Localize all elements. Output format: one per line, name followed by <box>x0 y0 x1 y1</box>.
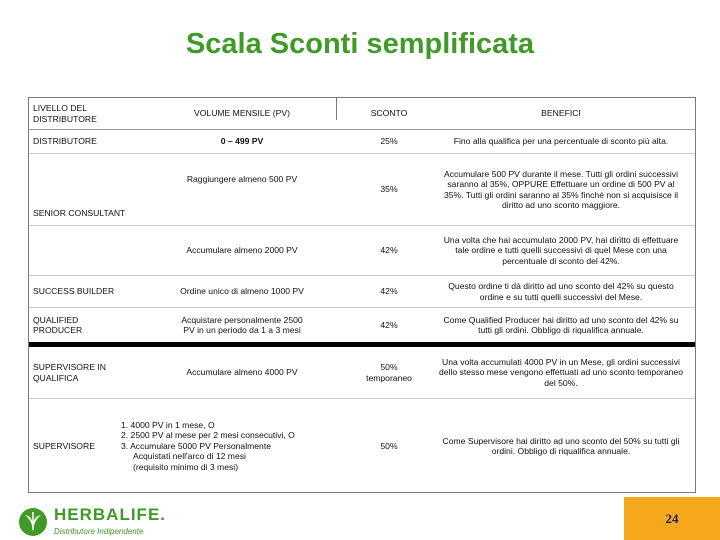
benefici-cell: Come Supervisore hai diritto ad uno sconto del 50% su tutti gli ordini. Obbligo di riqualifica annuale. <box>442 435 680 456</box>
volume-cell: Acquistare personalmente 2500 PV in un periodo da 1 a 3 mesi <box>181 314 303 335</box>
volume-cell: Accumulare almeno 2000 PV <box>186 245 298 256</box>
level-cell: DISTRIBUTORE <box>33 136 97 147</box>
volume-cell: 0 – 499 PV <box>220 136 264 147</box>
volume-cell: Ordine unico di almeno 1000 PV <box>180 286 304 297</box>
level-cell: QUALIFIED PRODUCER <box>33 314 83 335</box>
table-row <box>29 276 695 308</box>
volume-line: (requisito minimo di 3 mesi) <box>133 461 239 472</box>
volume-cell <box>121 399 321 493</box>
benefici-cell: Fino alla qualifica per una percentuale di sconto più alta. <box>453 136 669 147</box>
header-volume: VOLUME MENSILE (PV) <box>194 108 290 119</box>
page-number-box <box>624 497 720 540</box>
table-row <box>29 226 695 276</box>
herbalife-logo <box>18 505 188 537</box>
sconto-cell: 42% <box>380 286 398 297</box>
page-number: 24 <box>665 510 679 526</box>
sconto-cell: 50% <box>380 440 398 451</box>
volume-list <box>121 420 295 472</box>
level-cell: SUPERVISORE IN QUALIFICA <box>33 362 106 383</box>
benefici-cell: Una volta accumulati 4000 PV in un Mese, gli ordini successivi dello stesso mese vengono effettuati ad uno sconto temporaneo del 50%. <box>439 356 683 388</box>
table-row <box>29 308 695 342</box>
table-row <box>29 130 695 154</box>
sconto-cell: 42% <box>380 245 398 256</box>
table-row <box>29 347 695 399</box>
brand-name: HERBALIFE. <box>54 505 166 524</box>
sconto-cell: 35% <box>380 184 398 195</box>
volume-line: 1. 4000 PV in 1 mese, O <box>121 419 215 430</box>
level-cell: SUCCESS BUILDER <box>33 286 115 297</box>
volume-cell: Accumulare almeno 4000 PV <box>186 367 298 378</box>
benefici-cell: Questo ordine ti dà diritto ad uno sconto del 42% su questo ordine e su tutti quelli successivi del Mese. <box>448 281 674 302</box>
header-level: LIVELLO DEL DISTRIBUTORE <box>33 103 97 124</box>
header-divider <box>336 98 337 120</box>
volume-cell: Raggiungere almeno 500 PV <box>186 173 298 184</box>
level-cell-senior: SENIOR CONSULTANT <box>33 208 126 218</box>
sconto-cell: 25% <box>380 136 398 147</box>
volume-line: 2. 2500 PV al mese per 2 mesi consecutivi, O <box>121 430 295 441</box>
header-benefici: BENEFICI <box>541 108 581 119</box>
volume-line: 3. Accumulare 5000 PV Personalmente <box>121 440 272 451</box>
table-row <box>29 399 695 493</box>
sconto-cell: 50% temporaneo <box>366 362 412 383</box>
benefici-cell: Come Qualified Producer hai diritto ad uno sconto del 42% su tutti gli ordini. Obbligo di riqualifica annuale. <box>443 314 679 335</box>
footer <box>0 497 720 540</box>
discount-table <box>28 97 696 493</box>
header-sconto: SCONTO <box>370 108 408 119</box>
benefici-cell: Accumulare 500 PV durante il mese. Tutti gli ordini successivi saranno al 35%, OPPURE Effettuare un ordine di 500 PV al 35%. Tutti gli ordini saranno al 35% finché non si acquisisce il diritto ad uno sconto maggiore. <box>443 168 679 210</box>
benefici-cell: Una volta che hai accumulato 2000 PV, hai diritto di effettuare tale ordine e tutti quelli successivi di quel Mese con una percentuale di sconto del 42%. <box>443 234 679 266</box>
leaf-icon <box>18 507 48 537</box>
page-title: Scala Sconti semplificata <box>185 28 535 60</box>
volume-line: Acquistati nell'arco di 12 mesi <box>133 451 246 462</box>
brand-tagline: Distributore Indipendente <box>54 527 144 536</box>
sconto-cell: 42% <box>380 319 398 330</box>
table-header-row <box>29 98 695 130</box>
level-cell: SUPERVISORE <box>33 440 95 451</box>
